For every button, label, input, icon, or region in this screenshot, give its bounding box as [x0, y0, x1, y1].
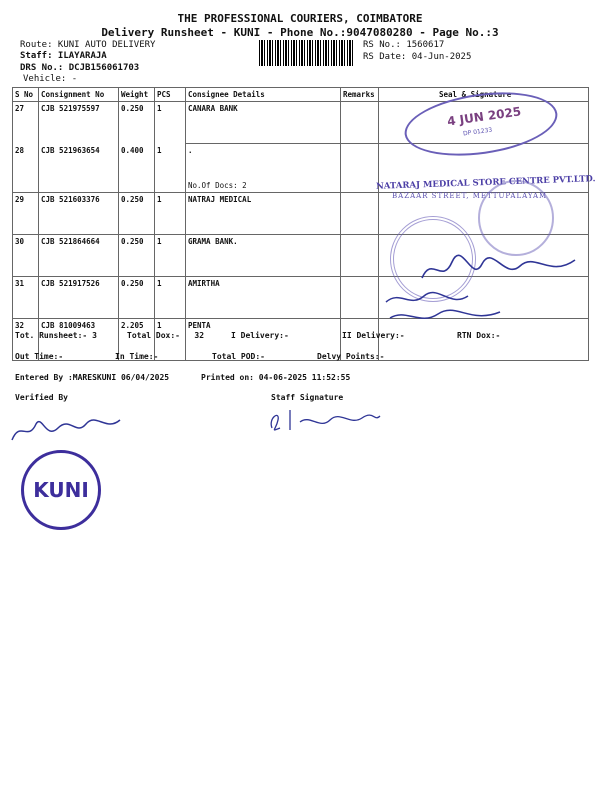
col-seal: Seal & Signature	[379, 88, 589, 102]
row-remarks	[341, 235, 379, 277]
natraj-stamp-name: NATARAJ MEDICAL STORE CENTRE PVT.LTD.	[375, 174, 596, 192]
tot-runsheet: Tot. Runsheet:- 3	[15, 331, 97, 340]
rs-date: RS Date: 04-Jun-2025	[363, 52, 472, 62]
col-weight: Weight	[119, 88, 155, 102]
row-sno: 32	[13, 319, 39, 361]
row-remarks	[341, 144, 379, 193]
delvy-points: Delvy Points:-	[317, 352, 385, 361]
rs-number: RS No.: 1560617	[363, 40, 445, 50]
col-consignment: Consignment No	[39, 88, 119, 102]
row-weight: 2.205	[119, 319, 155, 361]
in-time: In Time:-	[115, 352, 159, 361]
row-pcs: 1	[155, 235, 186, 277]
staff-label: Staff: ILAYARAJA	[20, 51, 107, 61]
row-pcs: 1	[155, 319, 186, 361]
row-weight: 0.250	[119, 277, 155, 319]
row-weight: 0.250	[119, 102, 155, 144]
row-remarks	[341, 102, 379, 144]
row-consignment: CJB 521963654	[39, 144, 119, 193]
printed-on: Printed on: 04-06-2025 11:52:55	[201, 373, 351, 382]
row-sno: 31	[13, 277, 39, 319]
row-remarks	[341, 277, 379, 319]
dp-code-text: DP 01233	[462, 126, 493, 138]
row-sno: 29	[13, 193, 39, 235]
i-delivery: I Delivery:-	[231, 331, 289, 340]
row-remarks	[341, 193, 379, 235]
row-consignment: CJB 521603376	[39, 193, 119, 235]
row-pcs: 1	[155, 193, 186, 235]
row-sno: 30	[13, 235, 39, 277]
row-consignment: CJB 81009463	[39, 319, 119, 361]
docs-count: No.Of Docs: 2	[188, 181, 247, 190]
route-label: Route: KUNI AUTO DELIVERY	[20, 40, 156, 50]
col-pcs: PCS	[155, 88, 186, 102]
row-pcs: 1	[155, 277, 186, 319]
vehicle-label: Vehicle: -	[23, 74, 78, 84]
barcode	[259, 40, 354, 66]
signature-scribble-icon	[410, 250, 585, 290]
row-consignee: CANARA BANK	[186, 102, 341, 144]
runsheet-subtitle: Delivery Runsheet - KUNI - Phone No.:9047080280 - Page No.:3	[101, 26, 499, 39]
row-consignment: CJB 521917526	[39, 277, 119, 319]
date-stamp-text: 4 JUN 2025	[446, 104, 522, 129]
row-weight: 0.250	[119, 235, 155, 277]
drs-label: DRS No.: DCJB156061703	[20, 63, 140, 73]
handwritten-number-icon	[380, 288, 530, 328]
staff-signature-icon	[266, 404, 386, 436]
total-pod: Total POD:-	[212, 352, 265, 361]
entered-by: Entered By :MARESKUNI 06/04/2025	[15, 373, 170, 382]
consignee-name: .	[188, 146, 193, 155]
row-pcs: 1	[155, 144, 186, 193]
natraj-round-seal	[478, 180, 554, 256]
verified-by-label: Verified By	[15, 393, 68, 402]
row-sno: 27	[13, 102, 39, 144]
row-weight: 0.250	[119, 193, 155, 235]
total-dox: Total Dox:- 32	[127, 331, 205, 340]
row-consignment: CJB 521975597	[39, 102, 119, 144]
out-time: Out Time:-	[15, 352, 64, 361]
row-sno: 28	[13, 144, 39, 193]
col-remarks: Remarks	[341, 88, 379, 102]
kuni-round-stamp: KUNI	[21, 450, 101, 530]
row-consignee: PENTA	[186, 319, 341, 361]
col-consignee: Consignee Details	[186, 88, 341, 102]
rtn-dox: RTN Dox:-	[457, 331, 501, 340]
row-consignment: CJB 521864664	[39, 235, 119, 277]
row-consignee: NATRAJ MEDICAL	[186, 193, 341, 235]
verifier-signature-icon	[6, 410, 126, 446]
row-consignee: GRAMA BANK.	[186, 235, 341, 277]
row-pcs: 1	[155, 102, 186, 144]
staff-signature-label: Staff Signature	[271, 393, 344, 402]
col-sno: S No	[13, 88, 39, 102]
row-consignee	[186, 144, 341, 193]
ii-delivery: II Delivery:-	[342, 331, 405, 340]
company-title: THE PROFESSIONAL COURIERS, COIMBATORE	[177, 12, 423, 25]
natraj-stamp-address: BAZAAR STREET, METTUPALAYAM	[392, 192, 548, 200]
row-weight: 0.400	[119, 144, 155, 193]
row-consignee: AMIRTHA	[186, 277, 341, 319]
